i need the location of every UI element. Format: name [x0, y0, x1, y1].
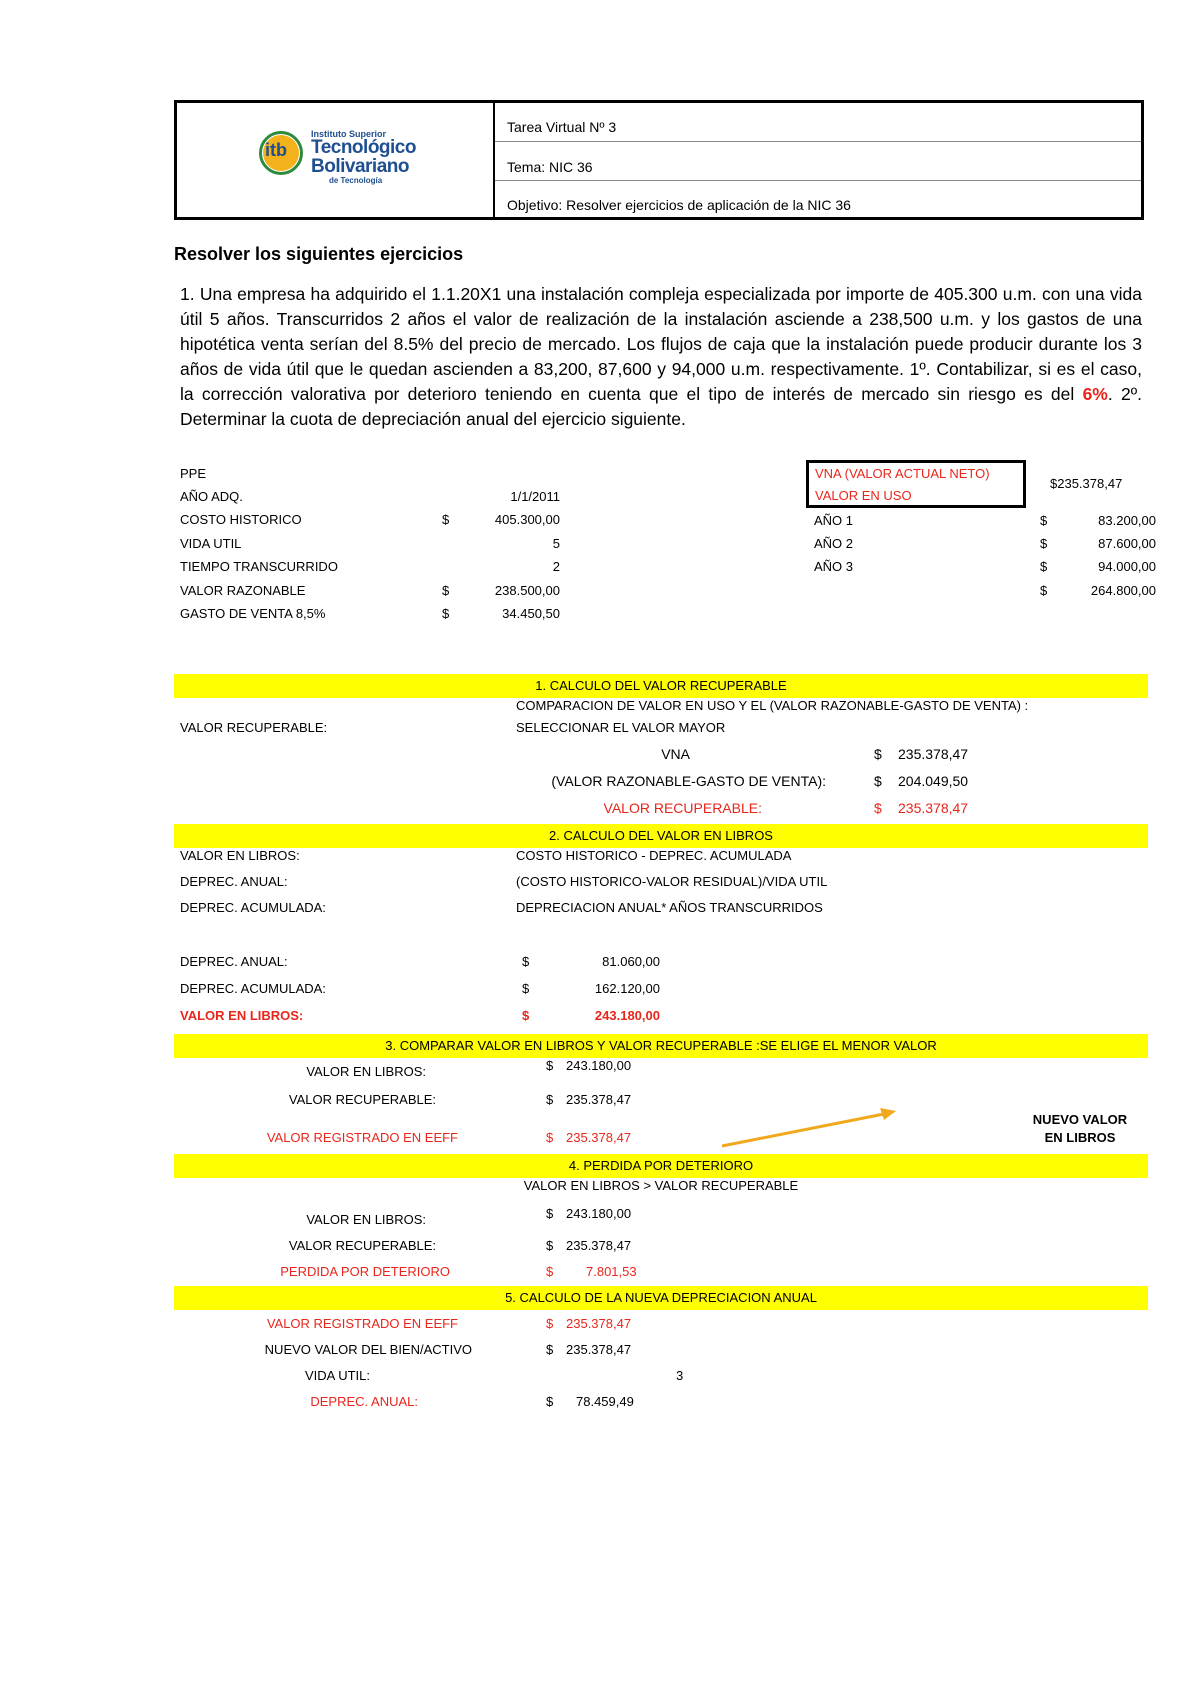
section-3-title: 3. COMPARAR VALOR EN LIBROS Y VALOR RECUPERABLE :SE ELIGE EL MENOR VALOR [174, 1034, 1148, 1058]
ppe-label: VALOR RAZONABLE [180, 583, 306, 598]
institute-logo [259, 125, 419, 195]
calc-label: VALOR RECUPERABLE: [603, 800, 762, 816]
year-label: AÑO 3 [814, 559, 854, 574]
year-value: 87.600,00 [1098, 536, 1156, 551]
calc-value: 235.378,47 [898, 746, 969, 762]
section-1-desc: COMPARACION DE VALOR EN USO Y EL (VALOR RAZONABLE-GASTO DE VENTA) : [516, 698, 1029, 713]
loss-label: VALOR EN LIBROS: [306, 1212, 426, 1227]
ppe-value: 5 [552, 536, 560, 551]
ppe-label: TIEMPO TRANSCURRIDO [180, 559, 338, 574]
value-in-use-label: VALOR EN USO [815, 488, 912, 503]
depr-currency: $ [546, 1394, 554, 1409]
section-1-desc: SELECCIONAR EL VALOR MAYOR [516, 720, 726, 735]
year-label: AÑO 1 [814, 513, 854, 528]
ppe-currency: $ [442, 606, 450, 621]
total-currency: $ [1040, 583, 1048, 598]
calc-currency: $ [874, 773, 882, 789]
depr-currency: $ [546, 1316, 554, 1331]
ppe-value: 238.500,00 [494, 583, 560, 598]
logo-line-2: Tecnológico [311, 137, 416, 158]
logo-mark: itb [265, 140, 287, 160]
year-currency: $ [1040, 513, 1048, 528]
ppe-label: COSTO HISTORICO [180, 512, 302, 527]
ppe-currency: $ [442, 512, 450, 527]
year-currency: $ [1040, 559, 1048, 574]
task-title: Tarea Virtual Nº 3 [507, 119, 617, 135]
depr-label: NUEVO VALOR DEL BIEN/ACTIVO [264, 1342, 472, 1357]
result-currency: $ [522, 1008, 530, 1023]
loss-label: PERDIDA POR DETERIORO [280, 1264, 450, 1279]
arrow-icon [720, 1106, 900, 1156]
compare-currency: $ [546, 1130, 554, 1145]
compare-value: 235.378,47 [566, 1092, 632, 1107]
ppe-title: PPE [180, 466, 207, 481]
flows-total: 264.800,00 [1090, 583, 1156, 598]
interest-rate: 6% [1082, 384, 1108, 404]
depr-value: 3 [676, 1368, 684, 1383]
compare-label: VALOR EN LIBROS: [306, 1064, 426, 1079]
section-2-title: 2. CALCULO DEL VALOR EN LIBROS [174, 824, 1148, 848]
objective-text: Objetivo: Resolver ejercicios de aplicación de la NIC 36 [507, 197, 851, 213]
result-currency: $ [522, 954, 530, 969]
calc-value: 204.049,50 [898, 773, 969, 789]
compare-value: 243.180,00 [566, 1058, 632, 1073]
section-1-title: 1. CALCULO DEL VALOR RECUPERABLE [174, 674, 1148, 698]
ppe-value: 405.300,00 [494, 512, 560, 527]
ppe-value: 1/1/2011 [510, 489, 560, 504]
vna-label: VNA (VALOR ACTUAL NETO) [815, 466, 990, 481]
loss-currency: $ [546, 1264, 554, 1279]
result-value: 162.120,00 [594, 981, 660, 996]
compare-currency: $ [546, 1092, 554, 1107]
header-box [174, 100, 1144, 220]
result-label: DEPREC. ACUMULADA: [180, 981, 326, 996]
header-row-divider [495, 180, 1141, 181]
ppe-value: 34.450,50 [502, 606, 560, 621]
loss-currency: $ [546, 1238, 554, 1253]
ppe-label: GASTO DE VENTA 8,5% [180, 606, 326, 621]
ppe-currency: $ [442, 583, 450, 598]
compare-value: 235.378,47 [566, 1130, 632, 1145]
calc-currency: $ [874, 800, 882, 816]
section-4-subtitle: VALOR EN LIBROS > VALOR RECUPERABLE [523, 1178, 799, 1193]
loss-label: VALOR RECUPERABLE: [288, 1238, 436, 1253]
year-currency: $ [1040, 536, 1048, 551]
calc-value: 235.378,47 [898, 800, 969, 816]
calc-label: VNA [661, 746, 690, 762]
depr-label: VIDA UTIL: [304, 1368, 370, 1383]
header-row-divider [495, 141, 1141, 142]
new-book-value-note: NUEVO VALOR [1032, 1112, 1128, 1127]
loss-value: 235.378,47 [566, 1238, 632, 1253]
loss-value: 7.801,53 [586, 1264, 637, 1279]
result-label: VALOR EN LIBROS: [180, 1008, 304, 1023]
result-value: 81.060,00 [602, 954, 660, 969]
depr-value: 78.459,49 [576, 1394, 634, 1409]
definition-formula: DEPRECIACION ANUAL* AÑOS TRANSCURRIDOS [516, 900, 823, 915]
new-book-value-note: EN LIBROS [1044, 1130, 1116, 1145]
page-heading: Resolver los siguientes ejercicios [174, 244, 464, 264]
arrow-head [880, 1108, 896, 1120]
ppe-value: 2 [552, 559, 560, 574]
arrow-shaft [722, 1114, 884, 1146]
definition-formula: (COSTO HISTORICO-VALOR RESIDUAL)/VIDA UTIL [516, 874, 828, 889]
depr-currency: $ [546, 1342, 554, 1357]
recoverable-value-label: VALOR RECUPERABLE: [180, 720, 328, 735]
calc-currency: $ [874, 746, 882, 762]
depr-label: DEPREC. ANUAL: [310, 1394, 418, 1409]
topic-title: Tema: NIC 36 [507, 159, 593, 175]
result-value: 243.180,00 [594, 1008, 660, 1023]
vna-box [806, 460, 1026, 508]
depr-value: 235.378,47 [566, 1316, 632, 1331]
definition-label: VALOR EN LIBROS: [180, 848, 300, 863]
ppe-label: AÑO ADQ. [180, 489, 243, 504]
depr-label: VALOR REGISTRADO EN EEFF [266, 1316, 458, 1331]
vna-value: $235.378,47 [1050, 476, 1123, 491]
section-4-title: 4. PERDIDA POR DETERIORO [174, 1154, 1148, 1178]
loss-currency: $ [546, 1206, 554, 1221]
compare-currency: $ [546, 1058, 554, 1073]
loss-value: 243.180,00 [566, 1206, 632, 1221]
section-5-title: 5. CALCULO DE LA NUEVA DEPRECIACION ANUAL [174, 1286, 1148, 1310]
exercise-part-2: . 2º. Determinar la cuota de depreciación anual del ejercicio siguiente. [180, 384, 1142, 429]
header-divider [493, 103, 495, 217]
year-label: AÑO 2 [814, 536, 854, 551]
depr-value: 235.378,47 [566, 1342, 632, 1357]
ppe-label: VIDA UTIL [180, 536, 242, 551]
compare-label: VALOR RECUPERABLE: [288, 1092, 436, 1107]
compare-label: VALOR REGISTRADO EN EEFF [266, 1130, 458, 1145]
definition-formula: COSTO HISTORICO - DEPREC. ACUMULADA [516, 848, 792, 863]
exercise-statement [180, 282, 1142, 432]
logo-line-1: Instituto Superior [311, 129, 386, 139]
year-value: 94.000,00 [1098, 559, 1156, 574]
definition-label: DEPREC. ANUAL: [180, 874, 288, 889]
year-value: 83.200,00 [1098, 513, 1156, 528]
result-label: DEPREC. ANUAL: [180, 954, 288, 969]
logo-line-3: Bolivariano [311, 156, 409, 177]
calc-label: (VALOR RAZONABLE-GASTO DE VENTA): [551, 773, 826, 789]
logo-line-4: de Tecnología [329, 176, 383, 185]
exercise-part-1: 1. Una empresa ha adquirido el 1.1.20X1 una instalación compleja especializada por importe de 405.300 u.m. con una vida útil 5 años. Transcurridos 2 años el valor de realización de la instalación asciende a 238,500 u.m. y los gastos de una hipotética venta serían del 8.5% del precio de mercado. Los flujos de caja que la instalación puede producir durante los 3 años de vida útil que le quedan ascienden a 83,200, 87,600 y 94,000 u.m. respectivamente. 1º. Contabilizar, si es el caso, la corrección valorativa por deterioro teniendo en cuenta que el tipo de interés de mercado sin riesgo es del [180, 284, 1142, 404]
result-currency: $ [522, 981, 530, 996]
definition-label: DEPREC. ACUMULADA: [180, 900, 326, 915]
